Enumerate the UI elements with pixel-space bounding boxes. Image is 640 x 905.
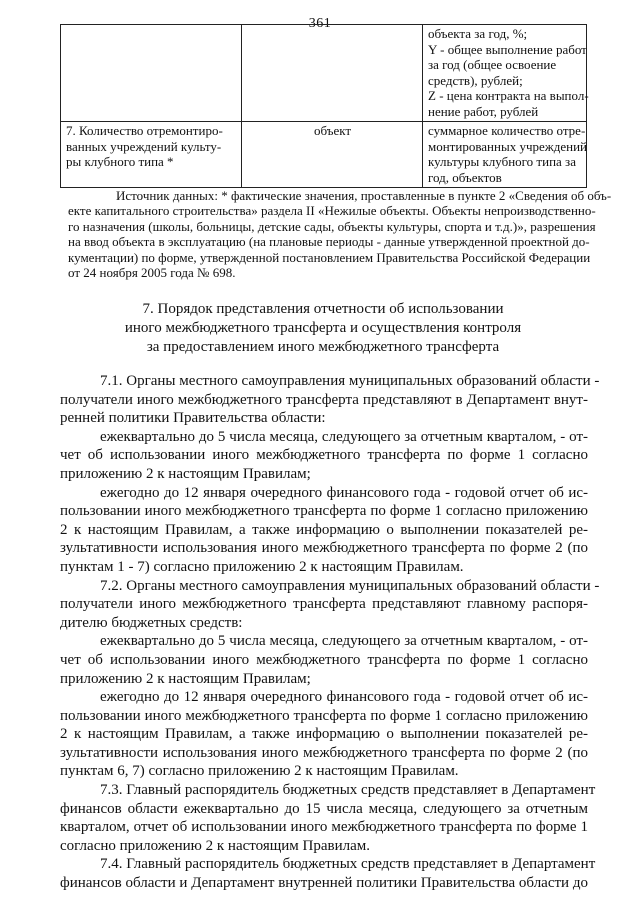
section-title-line: за предоставлением иного межбюджетного трансферта xyxy=(146,339,500,355)
cell-line: год, объектов xyxy=(428,169,502,185)
page-number: 361 xyxy=(0,16,640,32)
cell-line: Z - цена контракта на выпол- xyxy=(428,88,589,103)
table-cell-unit: объект xyxy=(242,122,423,188)
document-body xyxy=(60,372,600,893)
body-line: приложению 2 к настоящим Правилам; xyxy=(60,465,311,482)
body-line: зультативности использования иного межбюджетного трансферта по форме 2 (по xyxy=(60,540,588,557)
body-line: 7.4. Главный распорядитель бюджетных средств представляет в Департамент xyxy=(100,856,596,873)
source-line: Источник данных: * фактические значения, проставленные в пункте 2 «Сведения об объ- xyxy=(116,188,612,203)
body-line: 7.1. Органы местного самоуправления муниципальных образований области - xyxy=(100,373,600,389)
source-line: го назначения (школы, больницы, детские сады, объекты культуры, спорта и т.д.)», разрешения xyxy=(68,218,596,234)
cell-line: ры клубного типа * xyxy=(66,154,174,169)
cell-line: 7. Количество отремонтиро- xyxy=(66,123,223,138)
indicators-table-continuation xyxy=(60,24,587,188)
body-line: чет об использовании иного межбюджетного трансферта по форме 1 согласно xyxy=(60,651,588,668)
table-cell-unit xyxy=(242,25,423,122)
body-line: финансов области ежеквартально до 15 числа месяца, следующего за отчетным xyxy=(60,800,588,817)
body-line: ежегодно до 12 января очередного финансового года - годовой отчет об ис- xyxy=(100,689,588,706)
body-line: приложению 2 к настоящим Правилам; xyxy=(60,670,311,687)
cell-line: объекта за год, %; xyxy=(428,26,528,41)
body-line: 7.2. Органы местного самоуправления муниципальных образований области - xyxy=(100,577,600,594)
source-line: екте капитального строительства» раздела II «Нежилые объекты. Объекты непроизводственно- xyxy=(68,203,596,219)
body-line: пользовании иного межбюджетного трансферта по форме 1 согласно приложению xyxy=(60,503,588,520)
body-line: кварталом, отчет об использовании иного межбюджетного трансферта по форме 1 xyxy=(60,819,588,836)
body-line: дителю бюджетных средств: xyxy=(60,614,243,631)
table-row xyxy=(61,122,587,188)
body-line: 2 к настоящим Правилам, а также информацию о выполнении показателей ре- xyxy=(60,521,588,538)
cell-line: монтированных учреждений xyxy=(428,138,588,154)
body-line: финансов области и Департамент внутренней политики Правительства области до xyxy=(60,875,588,892)
cell-line: нение работ, рублей xyxy=(428,103,539,119)
table-cell-indicator xyxy=(61,25,242,122)
table-cell-method xyxy=(423,122,587,188)
cell-line: культуры клубного типа за xyxy=(428,154,576,169)
source-line: от 24 ноября 2005 года № 698. xyxy=(68,265,236,281)
cell-line: Y - общее выполнение работ xyxy=(428,41,587,57)
cell-line: ванных учреждений культу- xyxy=(66,138,222,154)
body-line: пунктам 1 - 7) согласно приложению 2 к настоящим Правилам. xyxy=(60,558,464,575)
body-line: пунктам 6, 7) согласно приложению 2 к настоящим Правилам. xyxy=(60,763,459,780)
body-line: ренней политики Правительства области: xyxy=(60,410,326,427)
cell-line: средств), рублей; xyxy=(428,72,523,88)
body-line: ежеквартально до 5 числа месяца, следующего за отчетным кварталом, - от- xyxy=(100,633,588,650)
body-line: 2 к настоящим Правилам, а также информацию о выполнении показателей ре- xyxy=(60,726,588,743)
table-cell-method xyxy=(423,25,587,122)
body-line: чет об использовании иного межбюджетного трансферта по форме 1 согласно xyxy=(60,447,588,464)
source-line: кументации) по форме, утвержденной постановлением Правительства Российской Федерации xyxy=(68,249,591,265)
table-cell-indicator xyxy=(61,122,242,188)
body-line: получатели иного межбюджетного трансферта представляют в Департамент внут- xyxy=(60,391,588,408)
table-row xyxy=(61,25,587,122)
body-line: зультативности использования иного межбюджетного трансферта по форме 2 (по xyxy=(60,744,588,761)
cell-line: суммарное количество отре- xyxy=(428,123,586,138)
body-line: ежегодно до 12 января очередного финансового года - годовой отчет об ис- xyxy=(100,484,588,501)
section-title-line: 7. Порядок представления отчетности об использовании xyxy=(142,301,504,317)
body-line: получатели иного межбюджетного трансферта представляют главному распоря- xyxy=(60,596,588,613)
body-line: 7.3. Главный распорядитель бюджетных средств представляет в Департамент xyxy=(100,782,596,799)
section-title xyxy=(60,300,586,357)
body-line: согласно приложению 2 к настоящим Правилам. xyxy=(60,837,371,854)
body-line: пользовании иного межбюджетного трансферта по форме 1 согласно приложению xyxy=(60,707,588,724)
source-note xyxy=(68,188,612,281)
section-title-line: иного межбюджетного трансферта и осуществления контроля xyxy=(124,320,522,336)
body-line: ежеквартально до 5 числа месяца, следующего за отчетным кварталом, - от- xyxy=(100,428,588,445)
source-line: на ввод объекта в эксплуатацию (на плановые периоды - данные утвержденной проектной до- xyxy=(68,234,590,250)
cell-line: за год (общее освоение xyxy=(428,57,557,72)
